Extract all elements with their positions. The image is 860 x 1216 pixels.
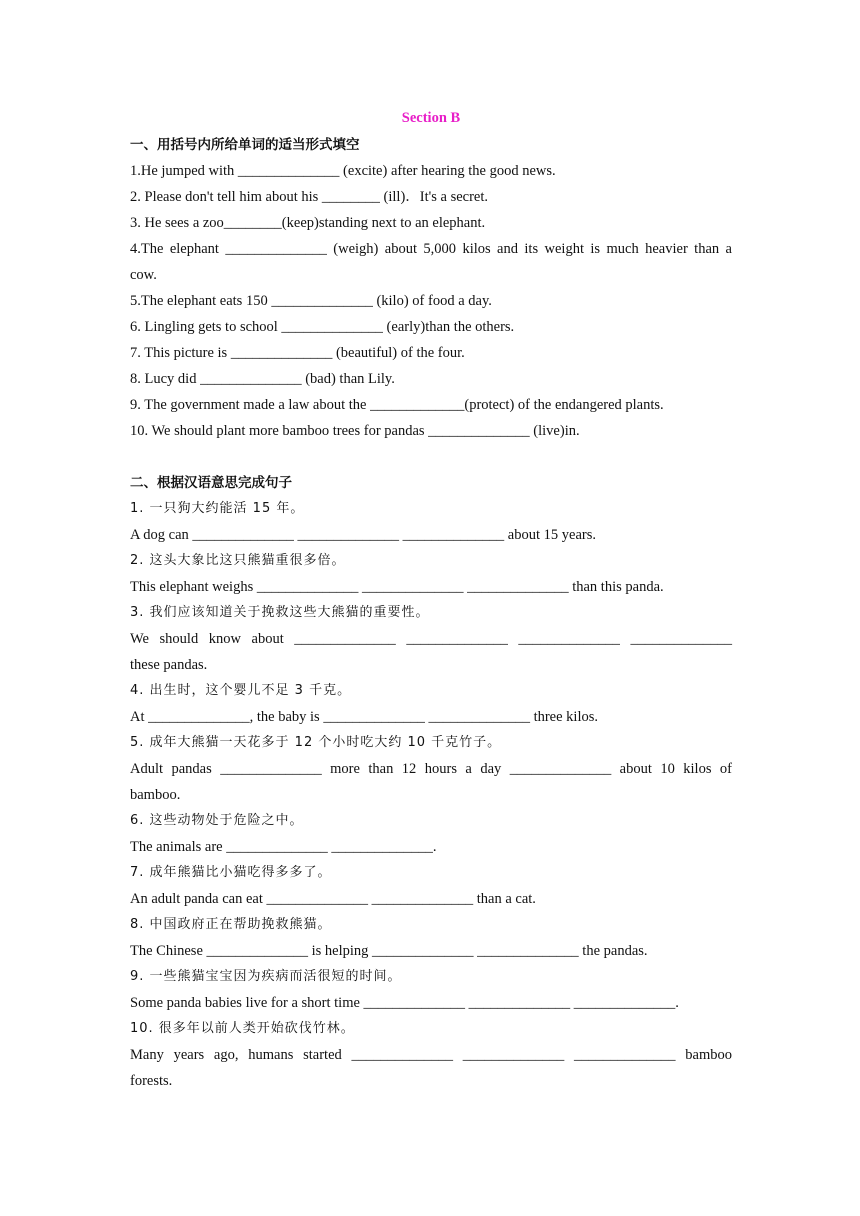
q2-9-zh: 9. 一些熊猫宝宝因为疾病而活很短的时间。	[130, 969, 402, 984]
worksheet-page	[130, 106, 732, 1094]
q2-3-zh: 3. 我们应该知道关于挽救这些大熊猫的重要性。	[130, 605, 430, 620]
q1-8: 8. Lucy did ______________ (bad) than Lily.	[130, 371, 395, 387]
q1-4-cont: cow.	[130, 267, 157, 283]
q2-9-en: Some panda babies live for a short time ______________ ______________ ______________.	[130, 995, 679, 1011]
section-title: Section B	[401, 110, 461, 126]
q1-10: 10. We should plant more bamboo trees for pandas ______________ (live)in.	[130, 423, 580, 439]
q2-4-zh: 4. 出生时，这个婴儿不足 3 千克。	[130, 683, 352, 698]
q1-6: 6. Lingling gets to school ______________ (early)than the others.	[130, 319, 515, 335]
q2-10-cont: forests.	[130, 1073, 173, 1089]
q1-1: 1.He jumped with ______________ (excite) after hearing the good news.	[130, 163, 556, 179]
q2-10-en: Many years ago, humans started ______________ ______________ ______________ bamboo	[130, 1047, 732, 1063]
q2-6-en: The animals are ______________ ______________.	[130, 839, 437, 855]
q2-1-en: A dog can ______________ ______________ ______________ about 15 years.	[130, 527, 596, 543]
q2-2-en: This elephant weighs ______________ ______________ ______________ than this panda.	[130, 579, 664, 595]
q2-6-zh: 6. 这些动物处于危险之中。	[130, 813, 304, 828]
q1-5: 5.The elephant eats 150 ______________ (kilo) of food a day.	[130, 293, 492, 309]
q2-5-zh: 5. 成年大熊猫一天花多于 12 个小时吃大约 10 千克竹子。	[130, 735, 502, 750]
q2-3-en: We should know about ______________ ______________ ______________ ______________	[130, 631, 732, 647]
q2-3-cont: these pandas.	[130, 657, 208, 673]
q1-7: 7. This picture is ______________ (beautiful) of the four.	[130, 345, 465, 361]
q2-5-cont: bamboo.	[130, 787, 181, 803]
part2-heading: 二、根据汉语意思完成句子	[130, 475, 292, 491]
q1-2: 2. Please don't tell him about his ________ (ill)．It's a secret.	[130, 189, 488, 205]
q1-3: 3. He sees a zoo________(keep)standing next to an elephant.	[130, 215, 486, 231]
q2-7-zh: 7. 成年熊猫比小猫吃得多多了。	[130, 865, 332, 880]
q2-5-en: Adult pandas ______________ more than 12 hours a day ______________ about 10 kilos of	[130, 761, 732, 777]
q2-10-zh: 10. 很多年以前人类开始砍伐竹林。	[130, 1021, 355, 1036]
q1-9: 9. The government made a law about the _____________(protect) of the endangered plants.	[130, 397, 664, 413]
q2-2-zh: 2. 这头大象比这只熊猫重很多倍。	[130, 553, 346, 568]
q1-4: 4.The elephant ______________ (weigh) about 5,000 kilos and its weight is much heavier than a	[130, 241, 732, 257]
q2-8-zh: 8. 中国政府正在帮助挽救熊猫。	[130, 917, 332, 932]
q2-4-en: At ______________, the baby is ______________ ______________ three kilos.	[130, 709, 599, 725]
q2-1-zh: 1. 一只狗大约能活 15 年。	[130, 501, 305, 516]
spacer	[130, 444, 732, 470]
q2-8-en: The Chinese ______________ is helping ______________ ______________ the pandas.	[130, 943, 648, 959]
q2-7-en: An adult panda can eat ______________ ______________ than a cat.	[130, 891, 536, 907]
part1-heading: 一、用括号内所给单词的适当形式填空	[130, 137, 360, 153]
